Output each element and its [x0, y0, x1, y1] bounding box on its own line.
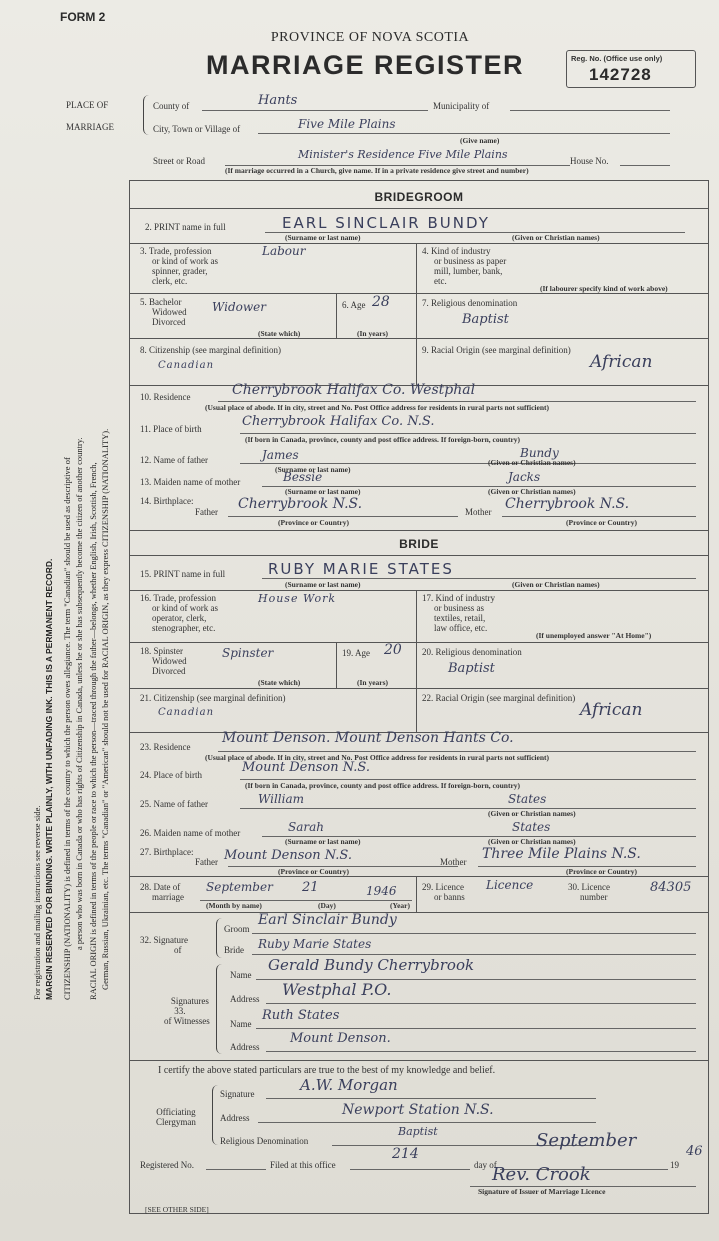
bride-mother-birthplace: Three Mile Plains N.S. [482, 846, 641, 862]
bride-father-surname: States [508, 792, 547, 806]
witness-brace [216, 964, 223, 1054]
county-value: Hants [258, 93, 298, 108]
groom-birthplace: Cherrybrook Halifax Co. N.S. [242, 414, 435, 429]
groom-mother-given-note: (Given or Christian names) [488, 487, 576, 496]
groom-mother-surname-note: (Surname or last name) [285, 487, 361, 496]
bride-mother-surname: States [512, 820, 551, 834]
groom-mother-prov-note: (Province or Country) [566, 518, 637, 527]
filed-month: September [536, 1130, 637, 1151]
bride-trade-label: 16. Trade, profession or kind of work as operator, clerk, stenographer, etc. [140, 593, 218, 633]
margin-text-2: MARGIN RESERVED FOR BINDING. WRITE PLAINLY, WITH UNFADING INK. THIS IS A PERMANENT RECORD. [44, 558, 54, 1000]
bride-parents-birthplace-label: 27. Birthplace: [140, 847, 194, 857]
groom-name-label: 2. PRINT name in full [145, 222, 226, 232]
margin-text-5: RACIAL ORIGIN is defined in terms of the people or race to which the person—traced through the father—belongs, whether English, Irish, Scottish, French, [88, 462, 98, 1000]
bride-given-note: (Given or Christian names) [512, 580, 600, 589]
groom-mother-surname: Jacks [508, 470, 541, 484]
groom-residence-label: 10. Residence [140, 392, 191, 402]
groom-father-word: Father [195, 507, 218, 517]
bride-mother-given-note: (Given or Christian names) [488, 837, 576, 846]
groom-birthplace-label: 11. Place of birth [140, 424, 202, 434]
bride-trade: House Work [258, 592, 337, 605]
city-label: City, Town or Village of [153, 124, 241, 134]
groom-mother-given: Bessie [283, 470, 323, 484]
bride-name-label: 15. PRINT name in full [140, 569, 226, 579]
groom-residence-note: (Usual place of abode. If in city, street and No. Post Office address for residents in rural parts not sufficient) [205, 403, 550, 412]
document-title: MARRIAGE REGISTER [205, 50, 525, 80]
groom-father-given: James [262, 448, 299, 462]
place-label-2: MARRIAGE [66, 122, 115, 132]
groom-father-surname: Bundy [520, 446, 559, 460]
bride-state-which: (State which) [258, 678, 301, 687]
reg-number: 142728 [589, 65, 652, 84]
bride-mother-label: 26. Maiden name of mother [140, 828, 241, 838]
margin-text-6: German, Russian, Ukrainian, etc. The terms "Canadian" or "American" should not be used for RACIAL ORIGIN, as they express CITIZENSHIP (NATIONALITY). [100, 428, 110, 990]
clergy-signature: A.W. Morgan [300, 1076, 398, 1094]
groom-industry-label: 4. Kind of industry or business as paper mill, lumber, bank, etc. [422, 246, 507, 286]
groom-father-given-note: (Given or Christian names) [488, 458, 576, 467]
bride-citizenship: Canadian [158, 707, 215, 718]
witness1-address: Westphal P.O. [282, 980, 392, 999]
province-heading: PROVINCE OF NOVA SCOTIA [270, 30, 470, 45]
groom-religion: Baptist [462, 312, 509, 327]
street-label: Street or Road [153, 156, 205, 166]
groom-father-birthplace: Cherrybrook N.S. [238, 496, 363, 512]
licence-number-label: 30. Licence number [568, 882, 610, 902]
filed-label: Filed at this office [270, 1160, 336, 1170]
bride-birthplace-note: (If born in Canada, province, county and post office address. If foreign-born, country) [245, 781, 521, 790]
nineteen-label: 19 [670, 1160, 679, 1170]
licence-banns-label: 29. Licence or banns [422, 882, 465, 902]
bride-birthplace: Mount Denson N.S. [242, 760, 370, 775]
signature-brace [216, 918, 223, 958]
bride-religion: Baptist [448, 661, 495, 676]
groom-racial: African [590, 352, 653, 372]
street-value: Minister's Residence Five Mile Plains [298, 148, 508, 161]
registered-label: Registered No. [140, 1160, 194, 1170]
groom-trade: Labour [262, 244, 306, 258]
bride-residence-note: (Usual place of abode. If in city, street and No. Post Office address for residents in rural parts not sufficient) [205, 753, 550, 762]
bride-industry-label: 17. Kind of industry or business as textiles, retail, law office, etc. [422, 593, 495, 633]
bride-father-birthplace: Mount Denson N.S. [224, 848, 352, 863]
bride-in-years: (In years) [357, 678, 389, 687]
place-brace [143, 95, 150, 135]
groom-citizenship-label: 8. Citizenship (see marginal definition) [140, 345, 282, 355]
bride-signature: Ruby Marie States [258, 937, 372, 951]
witness1-name: Gerald Bundy Cherrybrook [268, 956, 475, 974]
witness2-address-label: Address [230, 1042, 260, 1052]
bride-name: RUBY MARIE STATES [268, 560, 454, 578]
house-label: House No. [570, 156, 609, 166]
see-other-side: [SEE OTHER SIDE] [145, 1205, 209, 1214]
officiating-label: Officiating Clergyman [156, 1107, 196, 1127]
groom-father-surname-note: (Surname or last name) [275, 465, 351, 474]
reg-number-label: Reg. No. (Office use only) [571, 54, 663, 63]
day-of-label: day of [474, 1160, 497, 1170]
bride-father-word: Father [195, 857, 218, 867]
witness2-name-label: Name [230, 1019, 252, 1029]
groom-mother-label: 13. Maiden name of mother [140, 477, 241, 487]
groom-birthplace-note: (If born in Canada, province, county and post office address. If foreign-born, country) [245, 435, 521, 444]
form-number: FORM 2 [60, 10, 106, 24]
clergy-brace [212, 1085, 219, 1145]
bride-father-label: 25. Name of father [140, 799, 208, 809]
bride-mother-prov-note: (Province or Country) [566, 867, 637, 876]
groom-religion-label: 7. Religious denomination [422, 298, 518, 308]
witness1-address-label: Address [230, 994, 260, 1004]
groom-mother-word: Mother [465, 507, 492, 517]
licence-or-banns: Licence [486, 878, 534, 892]
issuer-signature: Rev. Crook [492, 1164, 591, 1185]
certification-text: I certify the above stated particulars are true to the best of my knowledge and belief. [158, 1065, 496, 1076]
bride-age-label: 19. Age [342, 648, 370, 658]
groom-status-label: 5. Bachelor Widowed Divorced [140, 297, 187, 327]
city-value: Five Mile Plains [298, 117, 396, 131]
day-note: (Day) [318, 901, 336, 910]
groom-surname-note: (Surname or last name) [285, 233, 361, 242]
groom-trade-label: 3. Trade, profession or kind of work as spinner, grader, clerk, etc. [140, 246, 218, 286]
month-note: (Month by name) [206, 901, 262, 910]
marriage-year: 1946 [366, 884, 397, 898]
issuer-label: Signature of Issuer of Marriage Licence [478, 1187, 606, 1196]
bride-mother-given: Sarah [288, 820, 324, 834]
groom-industry-note: (If labourer specify kind of work above) [540, 284, 668, 293]
bride-birthplace-label: 24. Place of birth [140, 770, 202, 780]
bride-father-prov-note: (Province or Country) [278, 867, 349, 876]
groom-age-label: 6. Age [342, 300, 366, 310]
filed-number: 214 [392, 1146, 419, 1162]
groom-racial-label: 9. Racial Origin (see marginal definition) [422, 345, 571, 355]
clergy-religion-label: Religious Denomination [220, 1136, 309, 1146]
bride-status-label: 18. Spinster Widowed Divorced [140, 646, 187, 676]
bride-residence: Mount Denson. Mount Denson Hants Co. [222, 730, 514, 746]
bride-mother-surname-note: (Surname or last name) [285, 837, 361, 846]
bride-father-given-note: (Given or Christian names) [488, 809, 576, 818]
bride-word: Bride [224, 945, 244, 955]
clergy-address-label: Address [220, 1113, 250, 1123]
witness2-address: Mount Denson. [290, 1031, 391, 1046]
bride-residence-label: 23. Residence [140, 742, 191, 752]
groom-name: EARL SINCLAIR BUNDY [282, 214, 490, 232]
groom-citizenship: Canadian [158, 360, 215, 371]
bride-father-given: William [258, 792, 305, 806]
groom-father-prov-note: (Province or Country) [278, 518, 349, 527]
groom-parents-birthplace-label: 14. Birthplace: [140, 496, 194, 506]
bride-section-title: BRIDE [399, 537, 439, 551]
witness1-name-label: Name [230, 970, 252, 980]
groom-state-which: (State which) [258, 329, 301, 338]
groom-given-note: (Given or Christian names) [512, 233, 600, 242]
groom-father-label: 12. Name of father [140, 455, 208, 465]
clergy-signature-label: Signature [220, 1089, 255, 1099]
bride-status: Spinster [222, 646, 274, 660]
give-name-note: (Give name) [460, 136, 500, 145]
groom-mother-birthplace: Cherrybrook N.S. [505, 496, 630, 512]
marriage-date-label: 28. Date of marriage [140, 882, 184, 902]
bride-citizenship-label: 21. Citizenship (see marginal definition) [140, 693, 286, 703]
margin-text-4: a person who was born in Canada or who has rights of Citizenship in Canada, unless he or she has subsequently become the citizen of another country. [74, 437, 84, 950]
groom-status: Widower [212, 300, 266, 314]
bride-age: 20 [384, 642, 402, 658]
bride-mother-word: Mother [440, 857, 467, 867]
bride-racial: African [580, 700, 643, 720]
groom-in-years: (In years) [357, 329, 389, 338]
groom-age: 28 [372, 294, 390, 310]
place-label-1: PLACE OF [66, 100, 109, 110]
bride-surname-note: (Surname or last name) [285, 580, 361, 589]
witness2-name: Ruth States [262, 1008, 340, 1023]
street-note: (If marriage occurred in a Church, give name. If in a private residence give street and number) [225, 166, 529, 175]
witnesses-label: Signatures 33. of Witnesses [164, 996, 210, 1026]
groom-residence: Cherrybrook Halifax Co. Westphal [232, 382, 476, 398]
signatures-label: 32. Signature of [140, 935, 188, 955]
clergy-religion: Baptist [398, 1125, 438, 1138]
marriage-day: 21 [302, 880, 319, 895]
county-label: County of [153, 101, 190, 111]
municipality-label: Municipality of [433, 101, 490, 111]
bride-industry-note: (If unemployed answer "At Home") [536, 631, 652, 640]
margin-text-1: For registration and mailing instructions see reverse side. [32, 805, 42, 1000]
bride-religion-label: 20. Religious denomination [422, 647, 522, 657]
groom-signature: Earl Sinclair Bundy [258, 912, 397, 928]
licence-number: 84305 [650, 880, 692, 895]
filed-year: 46 [686, 1144, 703, 1159]
groom-word: Groom [224, 924, 250, 934]
margin-text-3: CITIZENSHIP (NATIONALITY) is defined in terms of the country to which the person owes allegiance. The term "Canadian" should be used as descriptive of [62, 457, 72, 1000]
year-note: (Year) [390, 901, 410, 910]
clergy-address: Newport Station N.S. [342, 1102, 494, 1118]
marriage-month: September [206, 880, 273, 894]
bride-racial-label: 22. Racial Origin (see marginal definition) [422, 693, 576, 703]
groom-section-title: BRIDEGROOM [374, 190, 464, 204]
reg-number-box [566, 50, 696, 88]
